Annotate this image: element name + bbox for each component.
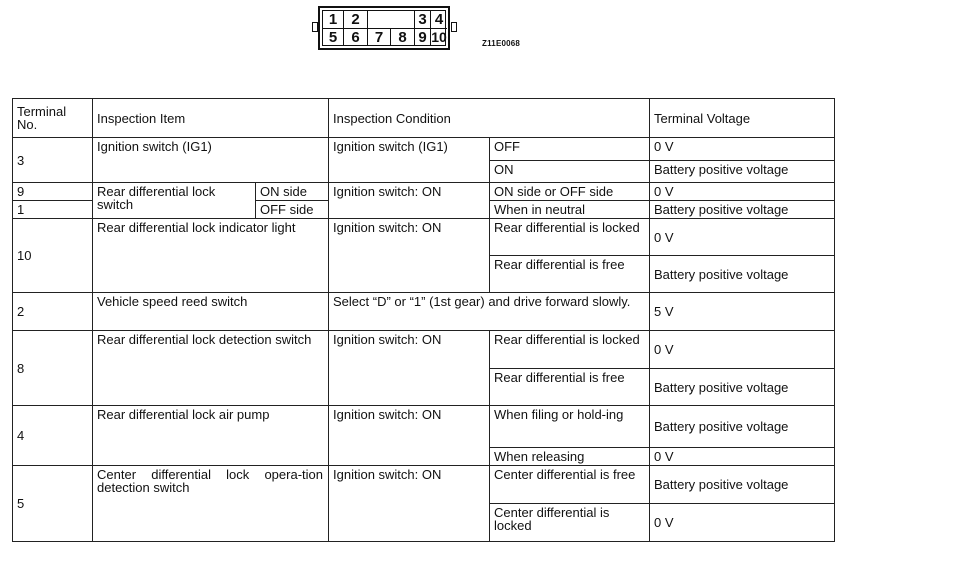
pin-2: 2 xyxy=(344,11,368,28)
connector-diagram xyxy=(312,6,458,50)
terminal-no: 4 xyxy=(13,406,93,466)
condition-state: Rear differential is locked xyxy=(490,219,650,256)
pin-8: 8 xyxy=(391,29,415,46)
condition-state: ON side or OFF side xyxy=(490,183,650,201)
pin-10: 10 xyxy=(431,29,447,45)
terminal-voltage: 5 V xyxy=(650,293,835,331)
pin-1: 1 xyxy=(323,11,344,28)
inspection-condition: Ignition switch: ON xyxy=(329,183,490,219)
pin-7: 7 xyxy=(368,29,391,46)
terminal-voltage: 0 V xyxy=(650,138,835,161)
inspection-condition: Ignition switch: ON xyxy=(329,406,490,466)
pin-9: 9 xyxy=(415,29,431,46)
terminal-voltage: 0 V xyxy=(650,504,835,542)
pin-blank xyxy=(368,11,415,28)
header-inspection-condition: Inspection Condition xyxy=(329,99,650,138)
table-row xyxy=(13,331,835,369)
inspection-table xyxy=(12,98,835,542)
terminal-voltage: Battery positive voltage xyxy=(650,161,835,183)
terminal-voltage: Battery positive voltage xyxy=(650,369,835,406)
table-header-row xyxy=(13,99,835,138)
terminal-voltage: 0 V xyxy=(650,448,835,466)
table-row xyxy=(13,219,835,256)
table-row xyxy=(13,406,835,448)
inspection-condition: Ignition switch: ON xyxy=(329,466,490,542)
terminal-voltage: Battery positive voltage xyxy=(650,256,835,293)
terminal-no: 1 xyxy=(13,201,93,219)
inspection-item: Center differential lock opera-tion detection switch xyxy=(93,466,329,542)
figure-code: Z11E0068 xyxy=(482,39,521,48)
connector-face xyxy=(322,10,446,46)
condition-state: Rear differential is free xyxy=(490,256,650,293)
header-terminal-voltage: Terminal Voltage xyxy=(650,99,835,138)
condition-state: Rear differential is locked xyxy=(490,331,650,369)
inspection-item: Ignition switch (IG1) xyxy=(93,138,329,183)
terminal-voltage: Battery positive voltage xyxy=(650,466,835,504)
switch-side: ON side xyxy=(256,183,329,201)
condition-state: OFF xyxy=(490,138,650,161)
inspection-item: Rear differential lock switch xyxy=(93,183,256,219)
condition-state: Rear differential is free xyxy=(490,369,650,406)
inspection-condition: Ignition switch: ON xyxy=(329,331,490,406)
pin-4: 4 xyxy=(434,11,444,28)
pin-5: 5 xyxy=(323,29,344,46)
condition-state: ON xyxy=(490,161,650,183)
condition-state: Center differential is locked xyxy=(490,504,650,542)
terminal-no: 3 xyxy=(13,138,93,183)
table-row xyxy=(13,466,835,504)
inspection-condition: Ignition switch: ON xyxy=(329,219,490,293)
condition-state: When releasing xyxy=(490,448,650,466)
terminal-no: 5 xyxy=(13,466,93,542)
terminal-no: 9 xyxy=(13,183,93,201)
table-row xyxy=(13,183,835,201)
pin-6: 6 xyxy=(344,29,368,46)
terminal-no: 2 xyxy=(13,293,93,331)
connector-latch-right xyxy=(451,22,457,32)
terminal-no: 10 xyxy=(13,219,93,293)
header-terminal-no: Terminal No. xyxy=(13,99,93,138)
inspection-item: Rear differential lock air pump xyxy=(93,406,329,466)
table-row xyxy=(13,293,835,331)
switch-side: OFF side xyxy=(256,201,329,219)
pin-3: 3 xyxy=(415,11,431,28)
terminal-voltage: Battery positive voltage xyxy=(650,406,835,448)
terminal-voltage: 0 V xyxy=(650,331,835,369)
inspection-item: Rear differential lock indicator light xyxy=(93,219,329,293)
inspection-item: Vehicle speed reed switch xyxy=(93,293,329,331)
terminal-voltage: 0 V xyxy=(650,219,835,256)
table-row xyxy=(13,138,835,161)
condition-state: Center differential is free xyxy=(490,466,650,504)
condition-state: When filing or hold-ing xyxy=(490,406,650,448)
inspection-condition: Ignition switch (IG1) xyxy=(329,138,490,183)
condition-state: When in neutral xyxy=(490,201,650,219)
terminal-no: 8 xyxy=(13,331,93,406)
header-inspection-item: Inspection Item xyxy=(93,99,329,138)
terminal-voltage: Battery positive voltage xyxy=(650,201,835,219)
inspection-condition: Select “D” or “1” (1st gear) and drive forward slowly. xyxy=(329,293,650,331)
inspection-item: Rear differential lock detection switch xyxy=(93,331,329,406)
terminal-voltage: 0 V xyxy=(650,183,835,201)
